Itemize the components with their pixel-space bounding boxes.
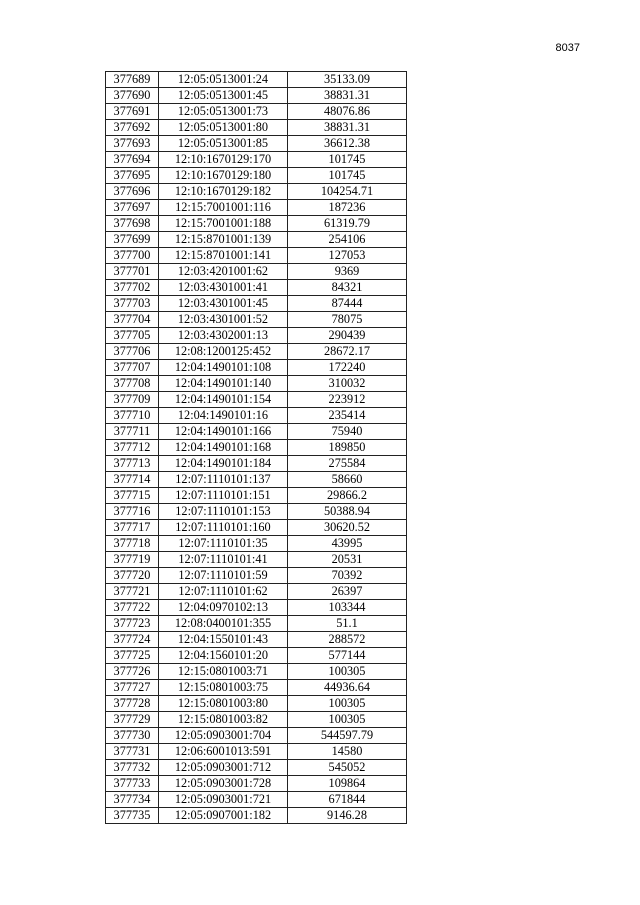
value-cell: 288572: [288, 632, 407, 648]
cadastral-number-cell: 12:15:7001001:188: [159, 216, 288, 232]
table-row: [106, 392, 407, 408]
cadastral-number-cell: 12:15:0801003:80: [159, 696, 288, 712]
cadastral-number-cell: 12:15:8701001:141: [159, 248, 288, 264]
row-id-cell: 377715: [106, 488, 159, 504]
cadastral-number-cell: 12:04:1490101:154: [159, 392, 288, 408]
cadastral-number-cell: 12:03:4201001:62: [159, 264, 288, 280]
table-row: [106, 568, 407, 584]
table-row: [106, 792, 407, 808]
value-cell: 100305: [288, 696, 407, 712]
row-id-cell: 377701: [106, 264, 159, 280]
table-row: [106, 456, 407, 472]
row-id-cell: 377714: [106, 472, 159, 488]
value-cell: 101745: [288, 168, 407, 184]
value-cell: 223912: [288, 392, 407, 408]
cadastral-number-cell: 12:07:1110101:153: [159, 504, 288, 520]
table-row: [106, 728, 407, 744]
cadastral-number-cell: 12:15:7001001:116: [159, 200, 288, 216]
value-cell: 29866.2: [288, 488, 407, 504]
value-cell: 275584: [288, 456, 407, 472]
cadastral-number-cell: 12:04:1490101:166: [159, 424, 288, 440]
table-row: [106, 376, 407, 392]
row-id-cell: 377693: [106, 136, 159, 152]
value-cell: 38831.31: [288, 88, 407, 104]
cadastral-number-cell: 12:04:1490101:108: [159, 360, 288, 376]
row-id-cell: 377700: [106, 248, 159, 264]
value-cell: 36612.38: [288, 136, 407, 152]
cadastral-number-cell: 12:07:1110101:151: [159, 488, 288, 504]
data-table: [105, 71, 407, 824]
cadastral-number-cell: 12:05:0903001:704: [159, 728, 288, 744]
cadastral-number-cell: 12:15:8701001:139: [159, 232, 288, 248]
table-row: [106, 264, 407, 280]
cadastral-number-cell: 12:04:0970102:13: [159, 600, 288, 616]
row-id-cell: 377726: [106, 664, 159, 680]
cadastral-number-cell: 12:03:4301001:45: [159, 296, 288, 312]
row-id-cell: 377691: [106, 104, 159, 120]
row-id-cell: 377711: [106, 424, 159, 440]
value-cell: 26397: [288, 584, 407, 600]
cadastral-number-cell: 12:05:0513001:80: [159, 120, 288, 136]
cadastral-number-cell: 12:15:0801003:82: [159, 712, 288, 728]
table-row: [106, 104, 407, 120]
table-row: [106, 152, 407, 168]
value-cell: 100305: [288, 712, 407, 728]
cadastral-number-cell: 12:03:4301001:52: [159, 312, 288, 328]
value-cell: 28672.17: [288, 344, 407, 360]
row-id-cell: 377725: [106, 648, 159, 664]
table-row: [106, 136, 407, 152]
cadastral-number-cell: 12:05:0513001:85: [159, 136, 288, 152]
value-cell: 9146.28: [288, 808, 407, 824]
table-row: [106, 552, 407, 568]
cadastral-number-cell: 12:05:0513001:45: [159, 88, 288, 104]
cadastral-number-cell: 12:07:1110101:41: [159, 552, 288, 568]
row-id-cell: 377703: [106, 296, 159, 312]
row-id-cell: 377718: [106, 536, 159, 552]
cadastral-number-cell: 12:10:1670129:180: [159, 168, 288, 184]
row-id-cell: 377732: [106, 760, 159, 776]
value-cell: 127053: [288, 248, 407, 264]
table-row: [106, 536, 407, 552]
value-cell: 35133.09: [288, 72, 407, 88]
value-cell: 109864: [288, 776, 407, 792]
table-row: [106, 200, 407, 216]
value-cell: 577144: [288, 648, 407, 664]
row-id-cell: 377710: [106, 408, 159, 424]
row-id-cell: 377712: [106, 440, 159, 456]
value-cell: 187236: [288, 200, 407, 216]
cadastral-number-cell: 12:03:4302001:13: [159, 328, 288, 344]
table-row: [106, 520, 407, 536]
cadastral-number-cell: 12:05:0903001:721: [159, 792, 288, 808]
cadastral-number-cell: 12:03:4301001:41: [159, 280, 288, 296]
cadastral-number-cell: 12:05:0903001:728: [159, 776, 288, 792]
value-cell: 87444: [288, 296, 407, 312]
table-row: [106, 648, 407, 664]
value-cell: 50388.94: [288, 504, 407, 520]
row-id-cell: 377690: [106, 88, 159, 104]
value-cell: 172240: [288, 360, 407, 376]
row-id-cell: 377694: [106, 152, 159, 168]
row-id-cell: 377706: [106, 344, 159, 360]
row-id-cell: 377704: [106, 312, 159, 328]
cadastral-number-cell: 12:15:0801003:71: [159, 664, 288, 680]
table-row: [106, 504, 407, 520]
table-row: [106, 408, 407, 424]
table-row: [106, 232, 407, 248]
row-id-cell: 377733: [106, 776, 159, 792]
value-cell: 43995: [288, 536, 407, 552]
row-id-cell: 377702: [106, 280, 159, 296]
value-cell: 189850: [288, 440, 407, 456]
value-cell: 9369: [288, 264, 407, 280]
value-cell: 58660: [288, 472, 407, 488]
row-id-cell: 377699: [106, 232, 159, 248]
value-cell: 84321: [288, 280, 407, 296]
row-id-cell: 377723: [106, 616, 159, 632]
table-row: [106, 216, 407, 232]
table-row: [106, 712, 407, 728]
cadastral-number-cell: 12:06:6001013:591: [159, 744, 288, 760]
value-cell: 104254.71: [288, 184, 407, 200]
cadastral-number-cell: 12:15:0801003:75: [159, 680, 288, 696]
row-id-cell: 377713: [106, 456, 159, 472]
table-row: [106, 248, 407, 264]
table-row: [106, 120, 407, 136]
row-id-cell: 377721: [106, 584, 159, 600]
table-row: [106, 696, 407, 712]
table-row: [106, 776, 407, 792]
cadastral-number-cell: 12:10:1670129:170: [159, 152, 288, 168]
row-id-cell: 377727: [106, 680, 159, 696]
table-row: [106, 280, 407, 296]
value-cell: 44936.64: [288, 680, 407, 696]
table-row: [106, 488, 407, 504]
value-cell: 38831.31: [288, 120, 407, 136]
table-row: [106, 664, 407, 680]
value-cell: 103344: [288, 600, 407, 616]
value-cell: 671844: [288, 792, 407, 808]
table-row: [106, 312, 407, 328]
table-row: [106, 72, 407, 88]
value-cell: 101745: [288, 152, 407, 168]
value-cell: 78075: [288, 312, 407, 328]
table-row: [106, 760, 407, 776]
cadastral-number-cell: 12:07:1110101:59: [159, 568, 288, 584]
table-row: [106, 600, 407, 616]
value-cell: 70392: [288, 568, 407, 584]
row-id-cell: 377709: [106, 392, 159, 408]
table-row: [106, 360, 407, 376]
page-number: 8037: [555, 42, 580, 54]
row-id-cell: 377730: [106, 728, 159, 744]
value-cell: 20531: [288, 552, 407, 568]
cadastral-number-cell: 12:05:0513001:24: [159, 72, 288, 88]
row-id-cell: 377697: [106, 200, 159, 216]
value-cell: 61319.79: [288, 216, 407, 232]
value-cell: 235414: [288, 408, 407, 424]
row-id-cell: 377735: [106, 808, 159, 824]
value-cell: 544597.79: [288, 728, 407, 744]
value-cell: 48076.86: [288, 104, 407, 120]
row-id-cell: 377717: [106, 520, 159, 536]
cadastral-number-cell: 12:04:1550101:43: [159, 632, 288, 648]
table-row: [106, 616, 407, 632]
table-row: [106, 88, 407, 104]
row-id-cell: 377716: [106, 504, 159, 520]
row-id-cell: 377705: [106, 328, 159, 344]
table-row: [106, 440, 407, 456]
table-row: [106, 168, 407, 184]
cadastral-number-cell: 12:04:1560101:20: [159, 648, 288, 664]
value-cell: 545052: [288, 760, 407, 776]
cadastral-number-cell: 12:05:0903001:712: [159, 760, 288, 776]
value-cell: 51.1: [288, 616, 407, 632]
cadastral-number-cell: 12:07:1110101:160: [159, 520, 288, 536]
cadastral-number-cell: 12:04:1490101:140: [159, 376, 288, 392]
row-id-cell: 377724: [106, 632, 159, 648]
row-id-cell: 377719: [106, 552, 159, 568]
table-body: [106, 72, 407, 824]
table-row: [106, 584, 407, 600]
row-id-cell: 377728: [106, 696, 159, 712]
cadastral-number-cell: 12:10:1670129:182: [159, 184, 288, 200]
table-row: [106, 184, 407, 200]
table-row: [106, 680, 407, 696]
table-row: [106, 296, 407, 312]
row-id-cell: 377692: [106, 120, 159, 136]
table-row: [106, 328, 407, 344]
cadastral-number-cell: 12:07:1110101:35: [159, 536, 288, 552]
row-id-cell: 377698: [106, 216, 159, 232]
row-id-cell: 377720: [106, 568, 159, 584]
row-id-cell: 377695: [106, 168, 159, 184]
cadastral-number-cell: 12:04:1490101:168: [159, 440, 288, 456]
row-id-cell: 377708: [106, 376, 159, 392]
value-cell: 100305: [288, 664, 407, 680]
cadastral-number-cell: 12:07:1110101:62: [159, 584, 288, 600]
value-cell: 290439: [288, 328, 407, 344]
cadastral-number-cell: 12:07:1110101:137: [159, 472, 288, 488]
value-cell: 75940: [288, 424, 407, 440]
table-row: [106, 472, 407, 488]
table-row: [106, 808, 407, 824]
row-id-cell: 377734: [106, 792, 159, 808]
table-row: [106, 632, 407, 648]
row-id-cell: 377731: [106, 744, 159, 760]
value-cell: 30620.52: [288, 520, 407, 536]
table-row: [106, 424, 407, 440]
table-row: [106, 744, 407, 760]
row-id-cell: 377729: [106, 712, 159, 728]
table-row: [106, 344, 407, 360]
cadastral-number-cell: 12:04:1490101:184: [159, 456, 288, 472]
cadastral-number-cell: 12:05:0513001:73: [159, 104, 288, 120]
cadastral-number-cell: 12:04:1490101:16: [159, 408, 288, 424]
row-id-cell: 377696: [106, 184, 159, 200]
row-id-cell: 377707: [106, 360, 159, 376]
row-id-cell: 377722: [106, 600, 159, 616]
cadastral-number-cell: 12:05:0907001:182: [159, 808, 288, 824]
value-cell: 14580: [288, 744, 407, 760]
cadastral-number-cell: 12:08:0400101:355: [159, 616, 288, 632]
value-cell: 310032: [288, 376, 407, 392]
row-id-cell: 377689: [106, 72, 159, 88]
cadastral-number-cell: 12:08:1200125:452: [159, 344, 288, 360]
value-cell: 254106: [288, 232, 407, 248]
